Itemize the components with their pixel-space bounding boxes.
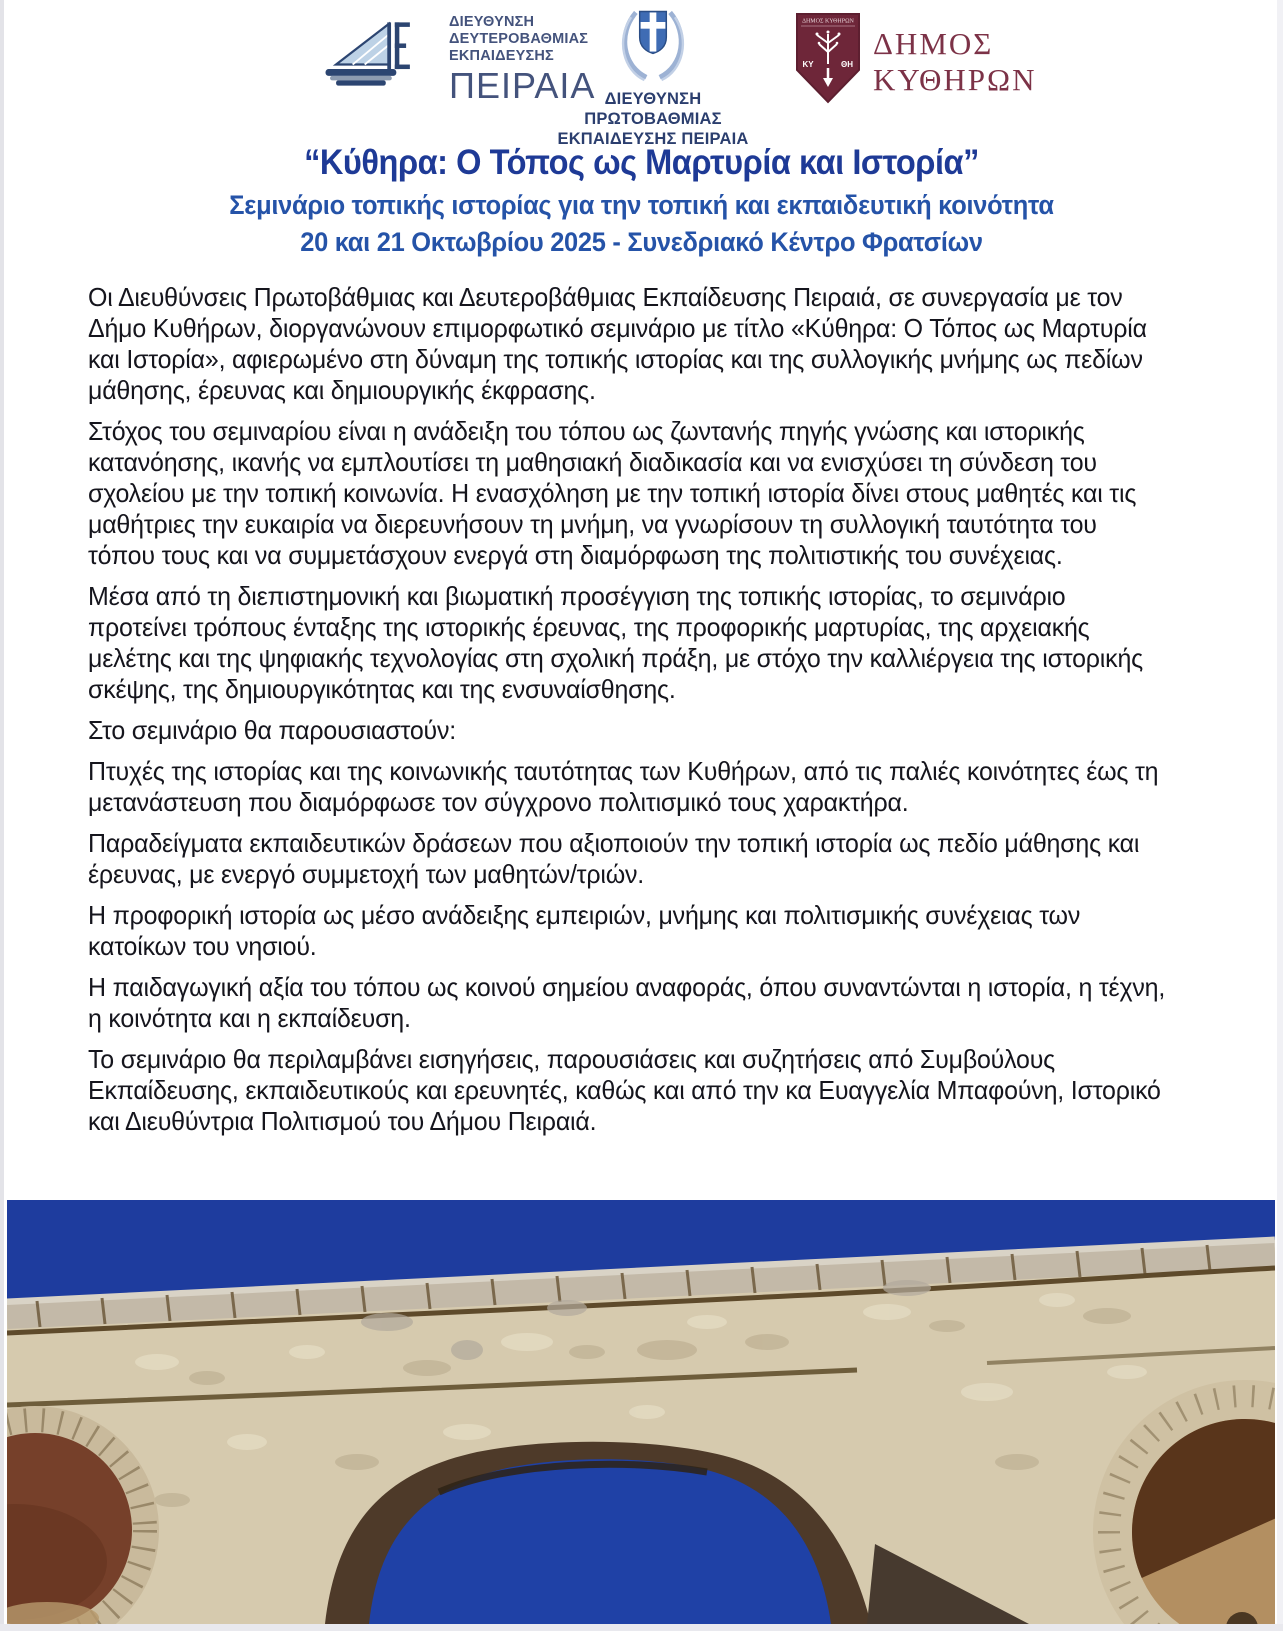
kythira-shield-letters-right: ΘΗ: [841, 60, 853, 69]
paragraph: Πτυχές της ιστορίας και της κοινωνικής ταυτότητας των Κυθήρων, από τις παλιές κοινότητες έως τη μετανάστευση που διαμόρφωσε τον σύγχρονο πολιτισμικό τους χαρακτήρα.: [88, 756, 1159, 817]
logo-municipality-kythira: [795, 12, 1036, 109]
primary-logo-line2: ΕΚΠΑΙΔΕΥΣΗΣ ΠΕΙΡΑΙΑ: [557, 130, 749, 148]
kythira-name-line1: ΔΗΜΟΣ: [873, 26, 994, 61]
paragraph: Μέσα από τη διεπιστημονική και βιωματική προσέγγιση της τοπικής ιστορίας, το σεμινάριο προτείνει τρόπους ένταξης της ιστορικής έρευνας, της προφορικής μαρτυρίας, της αρχειακής μελέτης και της ψηφιακής τεχνολογίας στη σχολική πράξη, με στόχο την καλλιέργεια της ιστορικής σκέψης, της δημιουργικότητας και της ενσυναίσθησης.: [88, 581, 1143, 704]
primary-logo-text: [553, 89, 753, 149]
page-edge-right: [1277, 0, 1283, 1631]
paragraph: Η προφορική ιστορία ως μέσο ανάδειξης εμπειριών, μνήμης και πολιτισμικής συνέχειας των κατοίκων του νησιού.: [88, 900, 1081, 961]
paragraph: Το σεμινάριο θα περιλαμβάνει εισηγήσεις, παρουσιάσεις και συζητήσεις από Συμβούλους Εκπαίδευσης, εκπαιδευτικούς και ερευνητές, καθώς και από την κα Ευαγγελία Μπαφούνη, Ιστορικό και Διευθύντρια Πολιτισμού του Δήμου Πειραιά.: [88, 1044, 1161, 1136]
secondary-logo-line: ΕΚΠΑΙΔΕΥΣΗΣ: [449, 48, 554, 64]
sailboat-icon: [315, 8, 443, 105]
page-subtitle: Σεμινάριο τοπικής ιστορίας για την τοπική και εκπαιδευτική κοινότητα: [229, 190, 1054, 220]
paragraph: Παραδείγματα εκπαιδευτικών δράσεων που αξιοποιούν την τοπική ιστορία ως πεδίο μάθησης και έρευνας, με ενεργό συμμετοχή των μαθητών/τριών.: [88, 828, 1140, 889]
paragraph: Στόχος του σεμιναρίου είναι η ανάδειξη του τόπου ως ζωντανής πηγής γνώσης και ιστορικής κατανόησης, ικανής να εμπλουτίσει τη μαθησιακή διαδικασία και να ενισχύσει τη σύνδεση του σχολείου με την τοπική κοινωνία. Η ενασχόληση με την τοπική ιστορία δίνει στους μαθητές και τις μαθήτριες την ευκαιρία να διερευνήσουν τη μνήμη, να γνωρίσουν τη συλλογική ταυτότητα του τόπου τους και να συμμετάσχουν ενεργά στη διαμόρφωση της πολιτιστικής του συνέχειας.: [88, 416, 1137, 570]
header-logos: [0, 0, 1283, 148]
secondary-logo-line: ΔΕΥΤΕΡΟΒΑΘΜΙΑΣ: [449, 31, 589, 47]
page-edge-bottom: [0, 1624, 1283, 1631]
kythira-name-text: [873, 26, 1036, 98]
kythira-shield-letters-left: ΚΥ: [802, 60, 814, 69]
paragraph: Οι Διευθύνσεις Πρωτοβάθμιας και Δευτεροβάθμιας Εκπαίδευσης Πειραιά, σε συνεργασία με τον Δήμο Κυθήρων, διοργανώνουν επιμορφωτικό σεμινάριο με τίτλο «Κύθηρα: Ο Τόπος ως Μαρτυρία και Ιστορία», αφιερωμένο στη δύναμη της τοπικής ιστορίας και της συλλογικής μνήμης ως πεδίων μάθησης, έρευνας και δημιουργικής έκφρασης.: [88, 282, 1147, 405]
primary-logo-line1: ΔΙΕΥΘΥΝΣΗ ΠΡΩΤΟΒΑΘΜΙΑΣ: [584, 90, 722, 128]
secondary-logo-city: ΠΕΙΡΑΙΑ: [449, 65, 596, 106]
logo-primary-education-piraeus: [553, 2, 753, 149]
date-venue-line: 20 και 21 Οκτωβρίου 2025 - Συνεδριακό Κέντρο Φρατσίων: [300, 227, 983, 257]
page-title: “Κύθηρα: Ο Τόπος ως Μαρτυρία και Ιστορία”: [304, 143, 979, 182]
kythira-shield-icon: [795, 12, 861, 109]
page-edge-left: [0, 0, 4, 1631]
kythira-shield-top-text: ΔΗΜΟΣ ΚΥΘΗΡΩΝ: [802, 18, 854, 25]
secondary-logo-line: ΔΙΕΥΘΥΝΣΗ: [449, 14, 535, 30]
paragraph: Η παιδαγωγική αξία του τόπου ως κοινού σημείου αναφοράς, όπου συναντώνται η ιστορία, η τέχνη, η κοινότητα και η εκπαίδευση.: [88, 972, 1166, 1033]
bridge-photo: [7, 1200, 1275, 1624]
title-block: [0, 142, 1283, 258]
kythira-name-line2: ΚΥΘΗΡΩΝ: [873, 62, 1037, 97]
greek-emblem-icon: [607, 2, 699, 87]
paragraph: Στο σεμινάριο θα παρουσιαστούν:: [88, 715, 457, 745]
body-text: [88, 282, 1165, 1147]
